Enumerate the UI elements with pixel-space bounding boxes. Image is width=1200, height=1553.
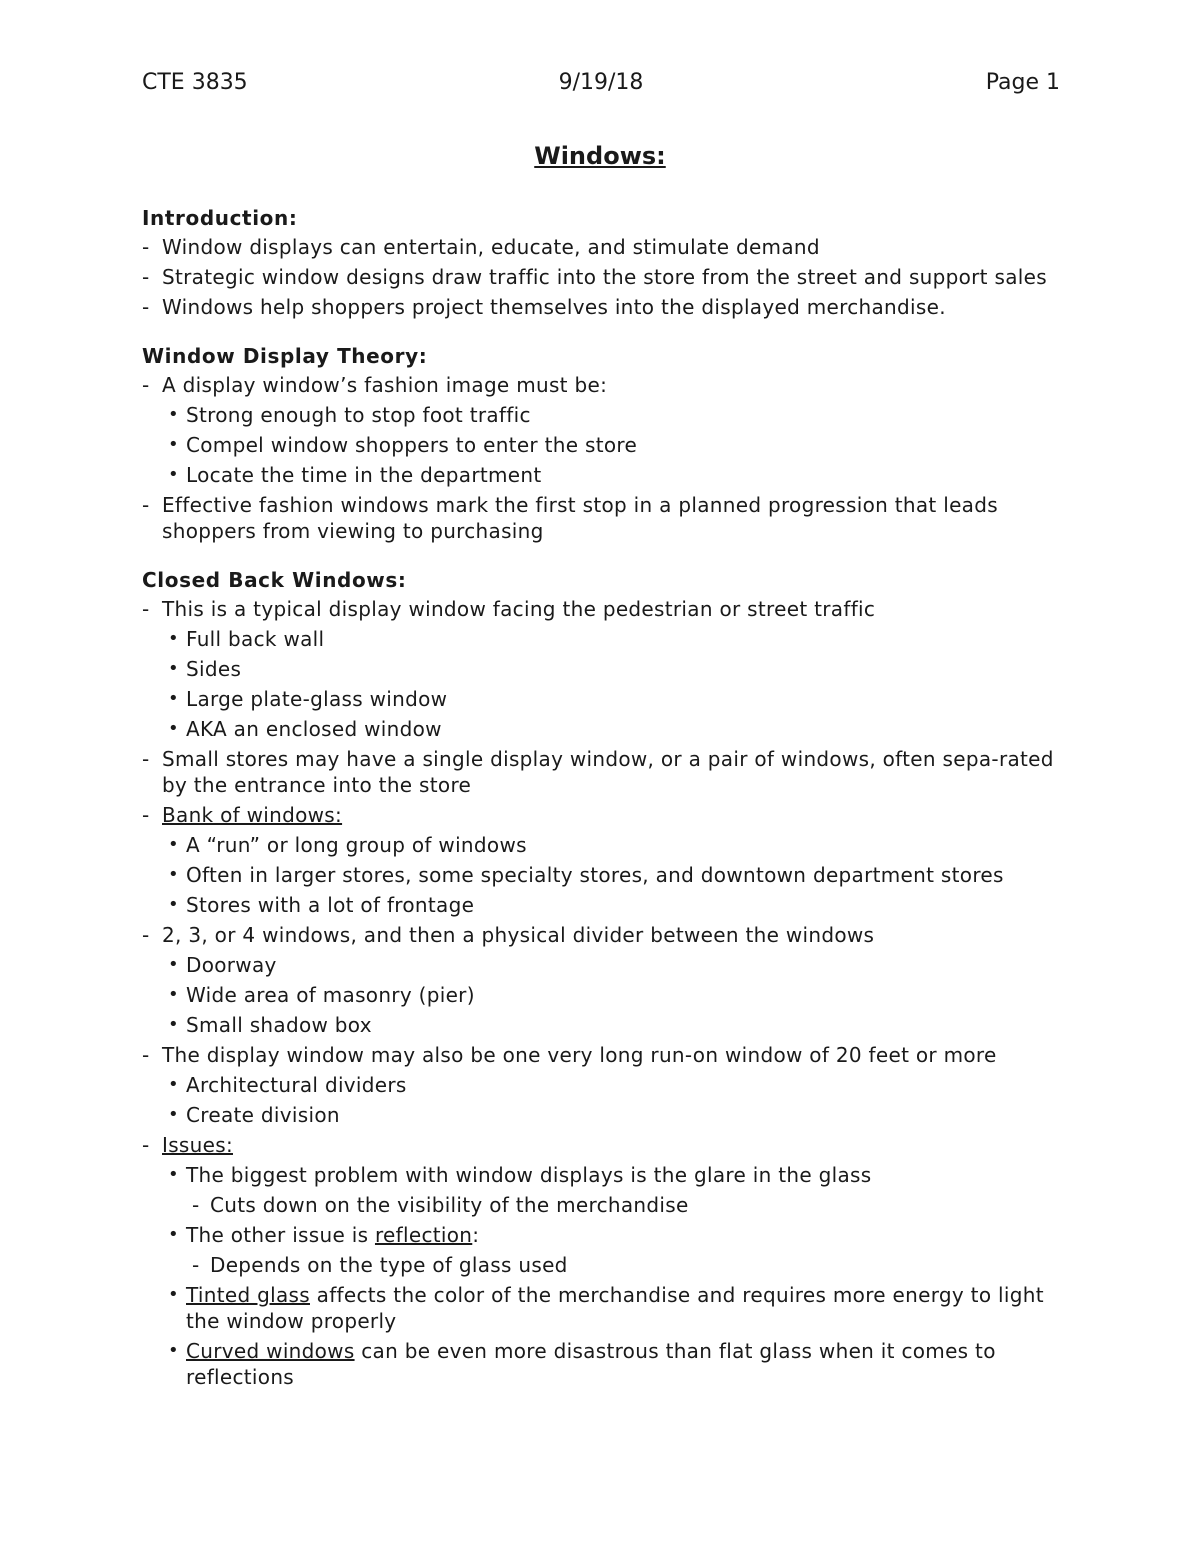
bullet-marker: • [168,864,179,885]
sub-list-item: • The other issue is reflection: [168,1223,480,1247]
sub-list-item: • Strong enough to stop foot traffic [168,403,531,427]
bullet-marker: • [168,658,179,679]
page-number: Page 1 [985,70,1060,95]
bullet-marker: • [168,1104,179,1125]
sub-list-item: • A “run” or long group of windows [168,833,527,857]
dash-marker: - [192,1253,200,1277]
page-header [142,70,1060,102]
dash-marker: - [142,597,150,621]
sub-list-item: • AKA an enclosed window [168,717,442,741]
bullet-marker: • [168,1074,179,1095]
document-title: Windows: [534,142,666,170]
bank-of-windows-term: Bank of windows: [162,803,343,827]
bullet-marker: • [168,1014,179,1035]
sub-list-item: • Architectural dividers [168,1073,407,1097]
list-item: - A display window’s fashion image must be: [142,373,608,397]
sub-list-item: • Sides [168,657,242,681]
sub-list-item: • Locate the time in the department [168,463,542,487]
bullet-marker: • [168,464,179,485]
curved-windows-term: Curved windows [186,1339,355,1363]
bullet-marker: • [168,434,179,455]
bullet-marker: • [168,954,179,975]
dash-marker: - [142,1133,150,1157]
dash-marker: - [192,1193,200,1217]
bullet-marker: • [168,834,179,855]
dash-marker: - [142,265,150,289]
list-item: - This is a typical display window facing the pedestrian or street traffic [142,597,876,621]
sub-list-item: • Create division [168,1103,340,1127]
list-item: - The display window may also be one very long run-on window of 20 feet or more [142,1043,997,1067]
dash-marker: - [142,803,150,827]
tinted-glass-term: Tinted glass [186,1283,310,1307]
document-body [142,204,1060,1392]
sub-list-item: • The biggest problem with window displays is the glare in the glass [168,1163,872,1187]
sub-list-item: • Tinted glass affects the color of the merchandise and requires more energy to light the window properly [168,1283,1044,1333]
dash-marker: - [142,1043,150,1067]
section-heading-introduction: Introduction: [142,206,298,230]
document-date: 9/19/18 [558,70,644,95]
issues-term: Issues: [162,1133,233,1157]
dash-marker: - [142,747,150,771]
dash-marker: - [142,235,150,259]
sub-list-item: • Small shadow box [168,1013,372,1037]
sub-list-item: • Curved windows can be even more disastrous than flat glass when it comes to reflections [168,1339,996,1389]
bullet-marker: • [168,404,179,425]
list-item: - 2, 3, or 4 windows, and then a physical divider between the windows [142,923,875,947]
list-item: - Effective fashion windows mark the first stop in a planned progression that leads shoppers from viewing to purchasing [142,493,998,543]
sub-list-item: • Compel window shoppers to enter the store [168,433,638,457]
dash-marker: - [142,493,150,517]
bullet-marker: • [168,1340,179,1361]
dash-marker: - [142,373,150,397]
bullet-marker: • [168,1224,179,1245]
course-code: CTE 3835 [142,70,248,95]
sub-sub-list-item: - Depends on the type of glass used [192,1253,568,1277]
sub-list-item: • Large plate-glass window [168,687,448,711]
sub-list-item: • Often in larger stores, some specialty stores, and downtown department stores [168,863,1004,887]
sub-list-item: • Full back wall [168,627,325,651]
sub-list-item: • Wide area of masonry (pier) [168,983,475,1007]
bullet-marker: • [168,984,179,1005]
bullet-marker: • [168,894,179,915]
sub-list-item: • Stores with a lot of frontage [168,893,475,917]
list-item: - Strategic window designs draw traffic into the store from the street and support sales [142,265,1047,289]
bullet-marker: • [168,1164,179,1185]
dash-marker: - [142,923,150,947]
dash-marker: - [142,295,150,319]
list-item: - Windows help shoppers project themselves into the displayed merchandise. [142,295,946,319]
bullet-marker: • [168,688,179,709]
section-heading-window-display-theory: Window Display Theory: [142,344,428,368]
list-item [142,1130,1060,1160]
list-item: - Small stores may have a single display window, or a pair of windows, often sepa-rated by the entrance into the store [142,747,1054,797]
reflection-term: reflection [374,1223,473,1247]
bullet-marker: • [168,718,179,739]
list-item: - Window displays can entertain, educate, and stimulate demand [142,235,820,259]
bullet-marker: • [168,1284,179,1305]
sub-list-item: • Doorway [168,953,277,977]
bullet-marker: • [168,628,179,649]
list-item [142,800,1060,830]
section-heading-closed-back-windows: Closed Back Windows: [142,568,407,592]
sub-sub-list-item: - Cuts down on the visibility of the merchandise [192,1193,689,1217]
